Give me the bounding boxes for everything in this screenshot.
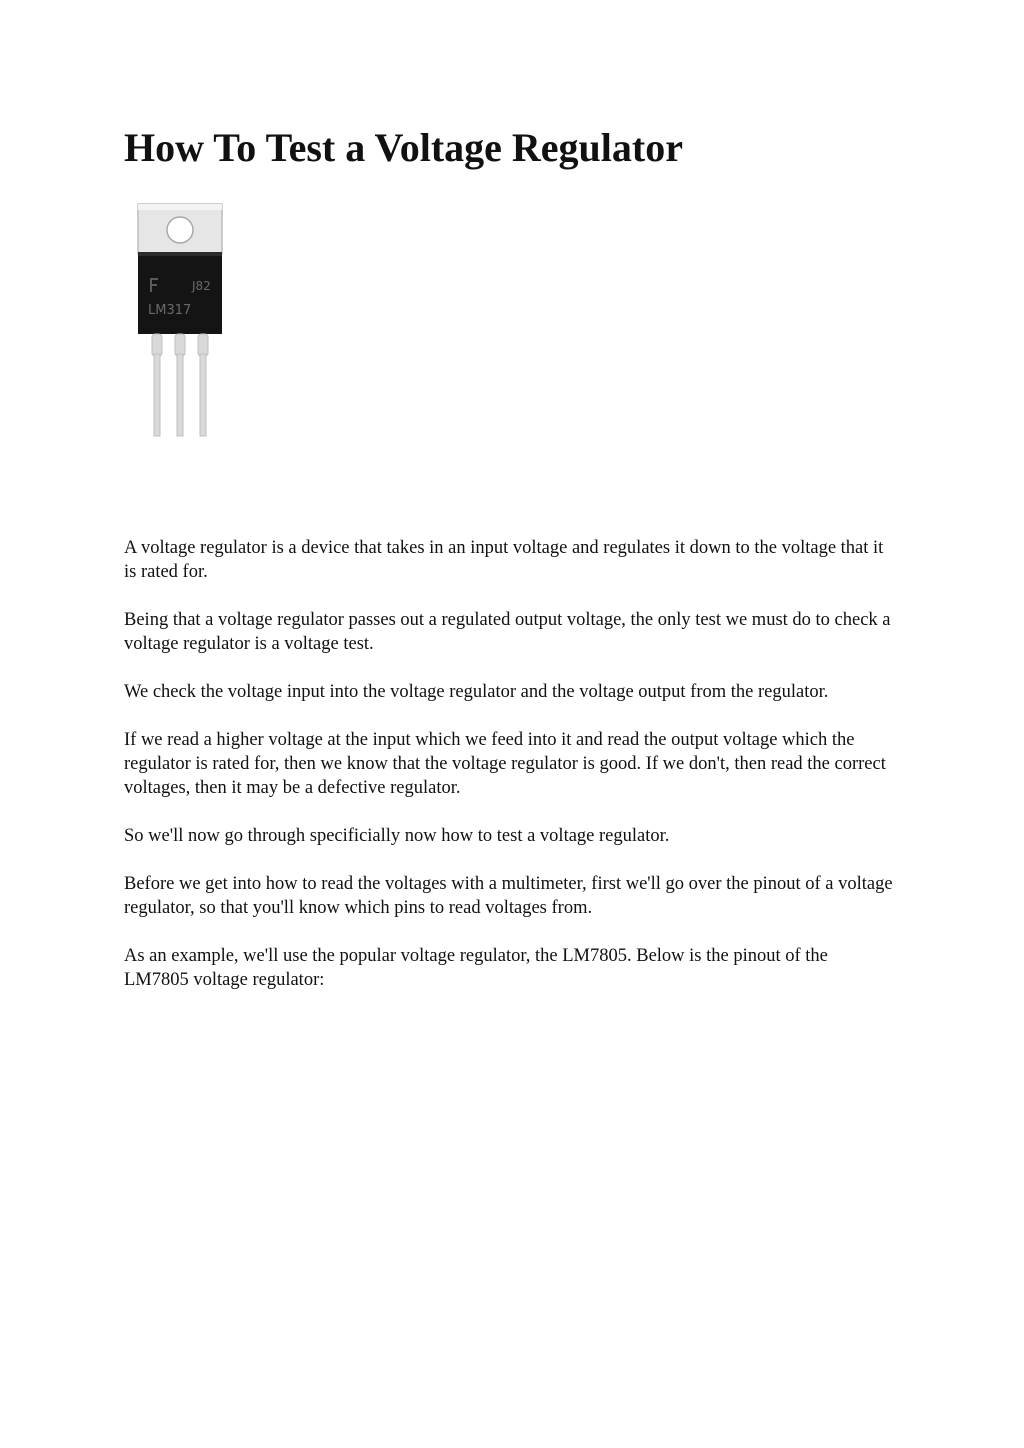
package-marking-line2: LM317 bbox=[148, 303, 192, 318]
paragraph: Before we get into how to read the voltages with a multimeter, first we'll go over the pinout of a voltage regulator, so that you'll know which pins to read voltages from. bbox=[124, 874, 893, 918]
paragraph: If we read a higher voltage at the input which we feed into it and read the output voltage which the regulator is rated for, then we know that the voltage regulator is good. If we don't, then read the correct voltages, then it may be a defective regulator. bbox=[124, 730, 886, 798]
voltage-regulator-image bbox=[132, 200, 228, 444]
to220-voltage-regulator-icon bbox=[138, 204, 222, 436]
paragraph: We check the voltage input into the voltage regulator and the voltage output from the regulator. bbox=[124, 682, 829, 702]
paragraph: As an example, we'll use the popular voltage regulator, the LM7805. Below is the pinout of the LM7805 voltage regulator: bbox=[124, 946, 828, 990]
paragraph: So we'll now go through specificially now how to test a voltage regulator. bbox=[124, 826, 670, 846]
article-body bbox=[124, 536, 894, 1016]
paragraph: Being that a voltage regulator passes out a regulated output voltage, the only test we must do to check a voltage regulator is a voltage test. bbox=[124, 610, 891, 654]
paragraph: A voltage regulator is a device that takes in an input voltage and regulates it down to the voltage that it is rated for. bbox=[124, 538, 884, 582]
package-marking-line1: J82 bbox=[192, 279, 211, 293]
page-title: How To Test a Voltage Regulator bbox=[124, 125, 683, 170]
